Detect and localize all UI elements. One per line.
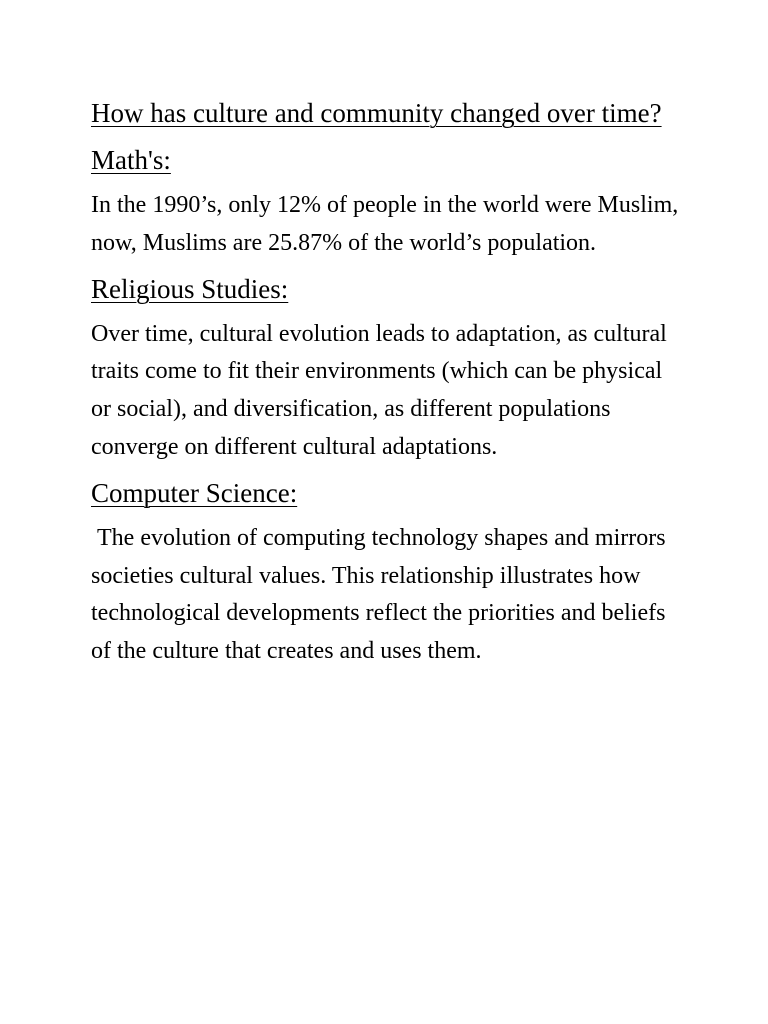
section-body-maths: In the 1990’s, only 12% of people in the world were Muslim, now, Muslims are 25.87% of the world’s population. bbox=[91, 192, 685, 256]
section-body-religious-studies: Over time, cultural evolution leads to adaptation, as cultural traits come to fit their environments (which can be physical or social), and diversification, as different populations converge on different cultural adaptations. bbox=[91, 320, 673, 460]
section-body-computer-science: The evolution of computing technology shapes and mirrors societies cultural values. This relationship illustrates how technological developments reflect the priorities and beliefs of the culture that creates and uses them. bbox=[91, 524, 672, 665]
section-heading-computer-science: Computer Science: bbox=[91, 477, 298, 508]
section-heading-maths: Math's: bbox=[91, 145, 171, 175]
document-title: How has culture and community changed over time? bbox=[91, 98, 662, 128]
section-heading-religious-studies: Religious Studies: bbox=[91, 273, 289, 304]
document-page bbox=[91, 93, 685, 671]
